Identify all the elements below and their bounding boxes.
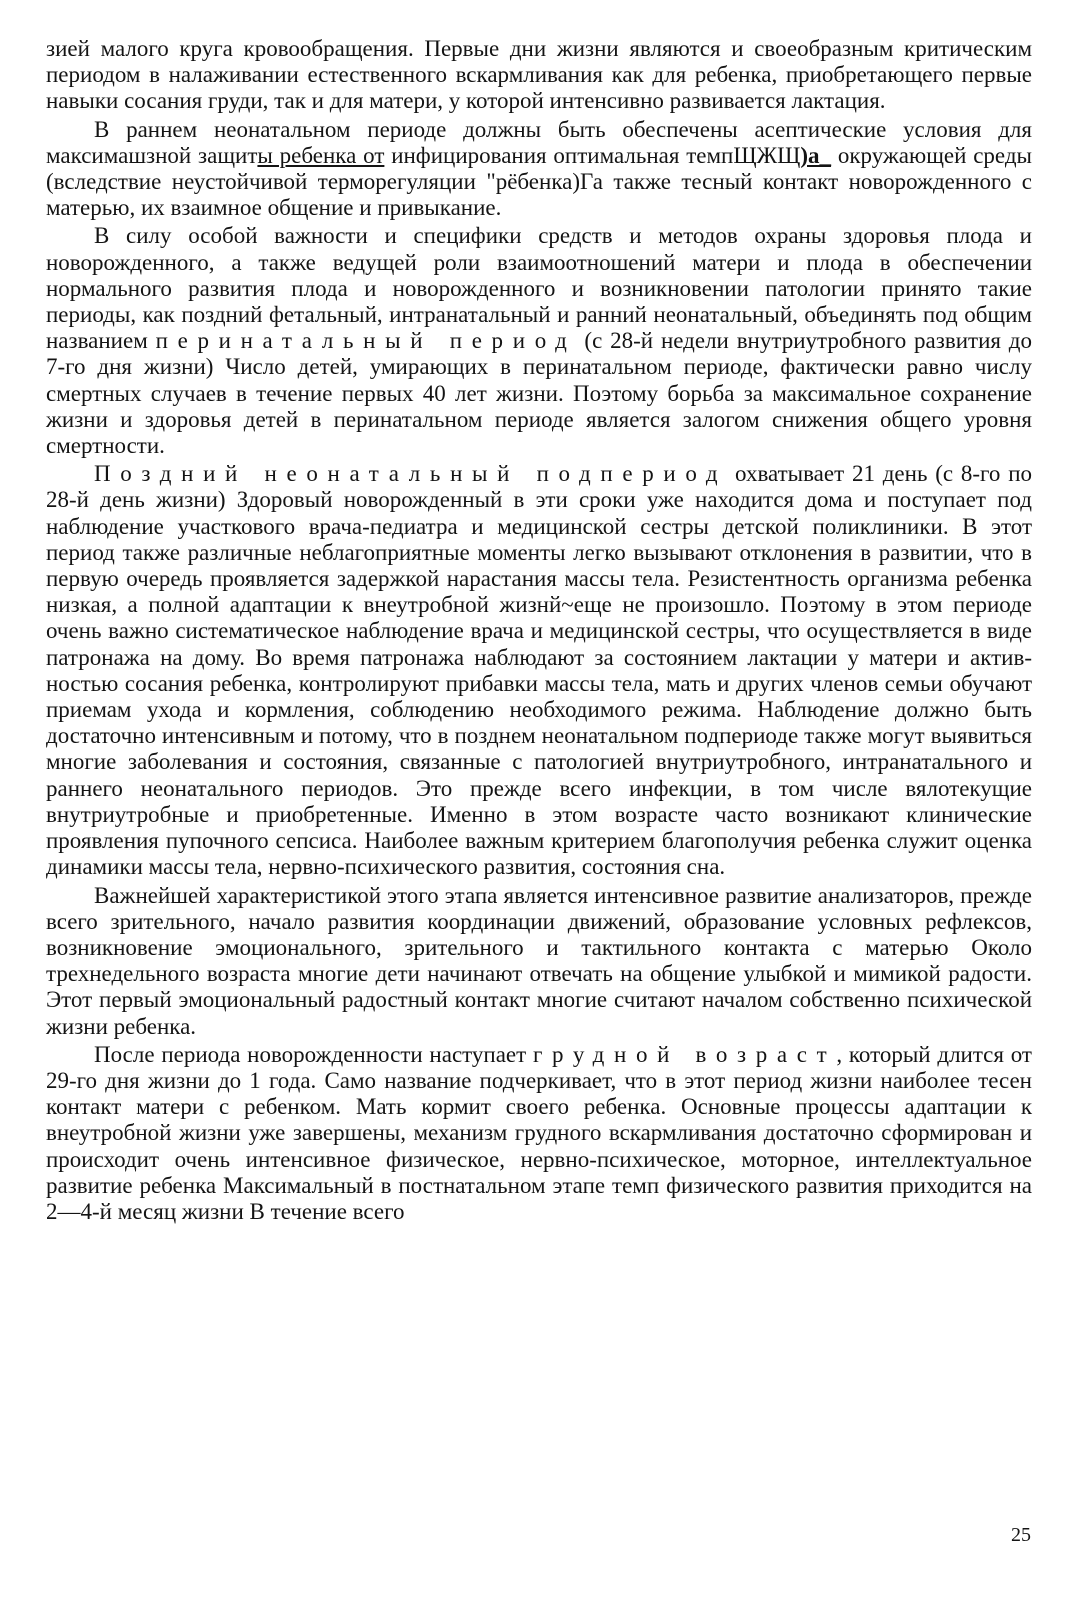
paragraph-early-neonatal — [46, 117, 1032, 222]
page-number: 25 — [1011, 1524, 1031, 1546]
text-run: охватывает 21 день (с 8-го по 28-й день жизни) Здоровый новорожденный в эти сроки уже находится дома и поступает под наблюдение участкового врача-педиатра и медицинской сестры детской поликлиники. В этот период также различные неблагоприятные моменты легко вызывают отклонения в развитии, что в первую очередь проявляется задержкой нарастания массы тела. Резистентность организма ребенка низкая, а полной адаптации к внеутробной жизнй~еще не произошло. Поэтому в этом периоде очень важно систематическое наблюдение врача и медицинской сестры, что осуществляется в виде патронажа на дому. Во время патронажа наблюдают за состоянием лактации у матери и активностью сосания ребенка, контролируют прибавки массы тела, мать и других членов семьи обучают приемам ухода и кормления, соблюдению необходимого режима. Наблюдение должно быть достаточно интенсивным и потому, что в позднем неонатальном подпериоде также могут выявиться многие заболевания и состояния, связанные с патологией внутриутробного, интранатального и раннего неонатального периодов. Это прежде всего инфекции, в том числе вялотекущие внутриутробные и приобретенные. Именно в этом возрасте часто возникают клинические проявления пупочного сепсиса. Наиболее важным критерием благополучия ребенка служит оценка динамики массы тела, нервно-психического развития, состояния сна. — [46, 461, 1033, 880]
text-run: , который длится от 29-го дня жизни до 1 года. Само название подчеркивает, что в этот период жизни наиболее тесен контакт матери с ребенком. Мать кормит своего ребенка. Основные процессы адаптации к внеутробной жизни уже завершены, механизм грудного вскармливания достаточно сформирован и происходит очень интенсивное физическое, нервно-психическое, моторное, интеллектуальное развитие ребенка Максимальный в постнатальном этапе темп физического развития приходится на 2—4-й месяц жизни В течение всего — [46, 1041, 1032, 1224]
page-body — [46, 36, 1032, 1225]
spaced-term-infancy: грудной возраст — [532, 1041, 837, 1067]
underlined-text: ы ребенка от — [257, 142, 385, 168]
text-run: (с 28-й недели внутриутробного развития до 7-го дня жизни) Число детей, умирающих в перинатальном периоде, фактически равно числу смертных случаев в течение первых 40 лет жизни. Поэтому борьба за максимальное сохранение жизни и здоровья детей в перинатальном периоде является залогом снижения общего уровня смертности. — [46, 328, 1033, 459]
paragraph-infancy — [46, 1042, 1032, 1225]
spaced-term-late-neonatal-subperiod: Поздний неонатальный подпериод — [94, 461, 728, 487]
text-run: В раннем неонатальном периоде должны быть обеспечены асептические условия для максимашзной защит — [46, 116, 1032, 168]
text-run: окружающей среды (вследствие неустойчивой терморегуляции "рёбенка)Га также тесный контакт новорожденного с матерью, их взаимное общение и привыкание. — [46, 142, 1032, 221]
spaced-term-perinatal-period: перинатальный период — [155, 328, 577, 354]
text-run: После периода новорожденности наступает — [94, 1041, 533, 1067]
paragraph-stage-characteristics — [46, 883, 1032, 1040]
text-run: инфицирования оптимальная темпЩЖЩ — [384, 142, 801, 168]
paragraph-continuation — [46, 36, 1032, 115]
text-run: Важнейшей характеристикой этого этапа является интенсивное развитие анализаторов, прежде всего зрительного, начало развития координации движений, образование условных рефлексов, возникновение эмоционального, зрительного и тактильного контакта с матерью Около трехнедельного возраста многие дети начинают отвечать на общение улыбкой и мимикой радости. Этот первый эмоциональный радостный контакт многие считают началом собственно психической жизни ребенка. — [46, 882, 1032, 1039]
text-run: зией малого круга кровообращения. Первые дни жизни являются и своеобразным критическим периодом в налаживании естественного вскармливания как для ребенка, приобретающего первые навыки сосания груди, так и для матери, у которой интенсивно развивается лактация. — [46, 36, 1032, 114]
underlined-bold-text: )а_ — [800, 142, 832, 168]
paragraph-perinatal — [46, 223, 1032, 459]
text-run: В силу особой важности и специфики средств и методов охраны здоровья плода и новорожденного, а также ведущей роли взаимоотношений матери и плода в обеспечении нормального развития плода и новорожденного и возникновении патологии принято такие периоды, как поздний фетальный, интранатальный и ранний неонатальный, объединять под общим названием — [46, 223, 1032, 354]
paragraph-late-neonatal — [46, 461, 1032, 880]
